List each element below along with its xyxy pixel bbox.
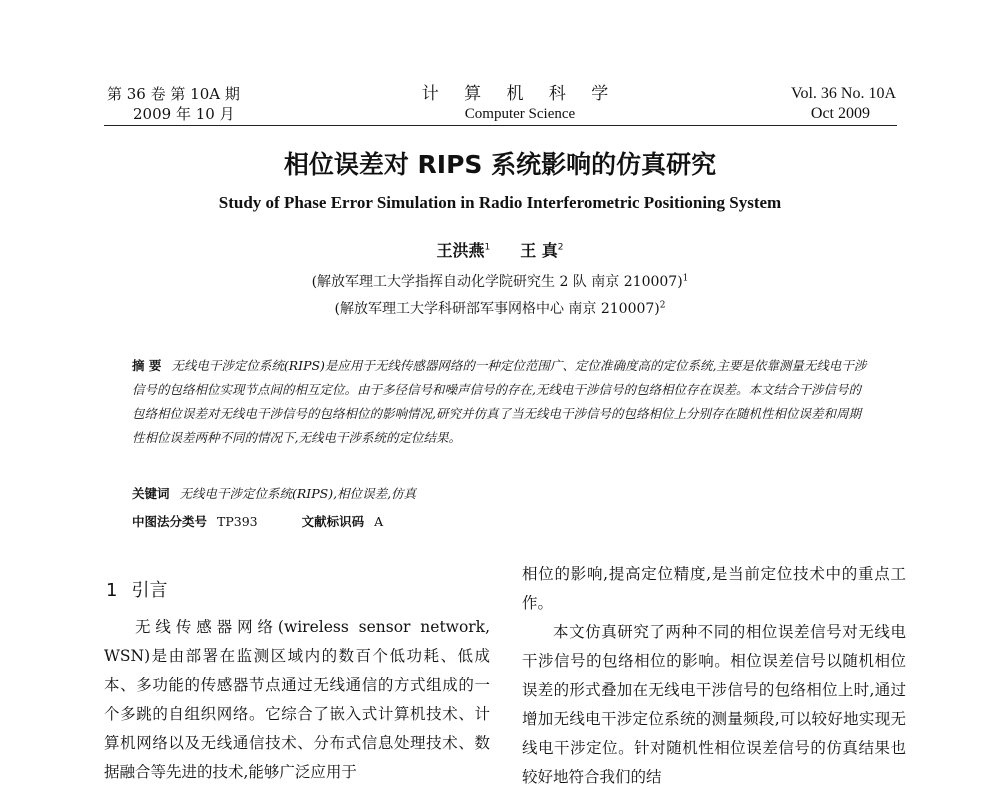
body-paragraph: 无线传感器网络(wireless sensor network, WSN)是由部署在监测区域内的数百个低功耗、低成本、多功能的传感器节点通过无线通信的方式组成的一个多跳的自组织网络。它综合了嵌入式计算机技术、计算机网络以及无线通信技术、分布式信息处理技术、数据融合等先进的技术,能够广泛应用于 (104, 618, 490, 781)
paper-title-en: Study of Phase Error Simulation in Radio Interferometric Positioning System (218, 193, 782, 212)
journal-name-cn: 计 算 机 科 学 (421, 84, 619, 104)
affiliation-1-mark: 1 (682, 273, 689, 284)
section-title: 引言 (131, 580, 168, 601)
author-1-affiliation-mark: 1 (484, 242, 491, 253)
author-2: 王 真 (520, 241, 558, 260)
abstract (132, 354, 872, 450)
keywords (132, 484, 416, 502)
affiliation-1-text: (解放军理工大学指挥自动化学院研究生 2 队 南京 210007) (311, 274, 683, 290)
section-number: 1 (106, 580, 118, 601)
abstract-label: 摘 要 (132, 358, 162, 373)
abstract-text: 无线电干涉定位系统(RIPS)是应用于无线传感器网络的一种定位范围广、定位准确度高的定位系统,主要是依靠测量无线电干涉信号的包络相位实现节点间的相互定位。由于多径信号和噪声信号的存在,无线电干涉信号的包络相位存在误差。本文结合干涉信号的包络相位误差对无线电干涉信号的包络相位的影响情况,研究并仿真了当无线电干涉信号的包络相位上分别存在随机性相位误差和周期性相位误差两种不同的情况下,无线电干涉系统的定位结果。 (132, 358, 867, 445)
author-1: 王洪燕 (436, 241, 485, 260)
author-list (0, 238, 1000, 261)
affiliation-1 (0, 271, 1000, 291)
body-column-left (104, 613, 490, 787)
journal-name-en: Computer Science (464, 106, 576, 122)
volume-issue: 第 36 卷 第 10A 期 (107, 85, 240, 103)
volume-issue-en: Vol. 36 No. 10A (790, 85, 896, 102)
clc-label: 中图法分类号 (132, 514, 208, 529)
body-column-right (522, 560, 906, 792)
journal-volume-info (107, 84, 240, 124)
keywords-text: 无线电干涉定位系统(RIPS),相位误差,仿真 (179, 486, 417, 501)
doc-code-value: A (374, 514, 384, 529)
journal-volume-info-en (791, 84, 896, 124)
affiliation-2 (0, 298, 1000, 318)
paper-title-cn: 相位误差对 RIPS 系统影响的仿真研究 (283, 150, 717, 179)
classification-codes (132, 512, 383, 530)
doc-code-label: 文献标识码 (301, 514, 365, 529)
body-paragraph-continued: 相位的影响,提高定位精度,是当前定位技术中的重点工作。 (522, 565, 906, 612)
header-rule (104, 125, 897, 126)
clc-value: TP393 (217, 514, 258, 529)
issue-date-en: Oct 2009 (810, 105, 870, 122)
body-paragraph: 本文仿真研究了两种不同的相位误差信号对无线电干涉信号的包络相位的影响。相位误差信号以随机相位误差的形式叠加在无线电干涉信号的包络相位上时,通过增加无线电干涉定位系统的测量频段,可以较好地实现无线电干涉定位。针对随机性相位误差信号的仿真结果也较好地符合我们的结 (522, 623, 906, 786)
section-heading-introduction (106, 576, 167, 602)
keywords-label: 关键词 (132, 486, 170, 501)
author-2-affiliation-mark: 2 (557, 242, 564, 253)
affiliation-2-mark: 2 (659, 300, 666, 311)
affiliation-2-text: (解放军理工大学科研部军事网格中心 南京 210007) (334, 301, 660, 317)
journal-name (400, 84, 640, 124)
issue-date-cn: 2009 年 10 月 (133, 105, 235, 123)
